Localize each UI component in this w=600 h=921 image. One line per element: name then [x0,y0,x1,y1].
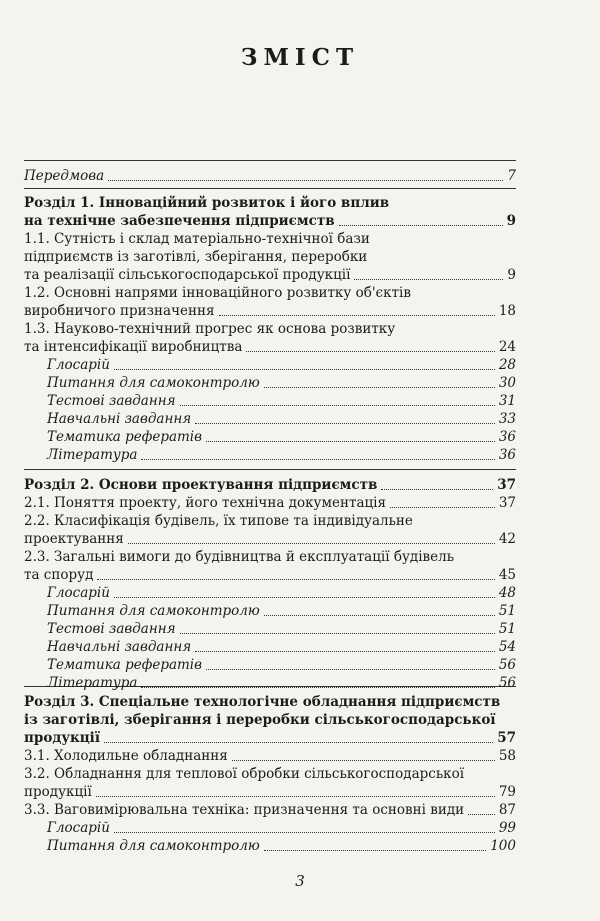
toc-entry[interactable]: Питання для самоконтролю 100 [47,838,516,854]
toc-entry[interactable]: Навчальні завдання 33 [47,411,516,427]
toc-entry[interactable]: Розділ 3. Спеціальне технологічне обладнання підприємств із заготівлі, зберігання і переробки сільськогосподарської продукції 57 [24,694,516,746]
toc-entry[interactable]: Навчальні завдання 54 [47,639,516,655]
toc-entry[interactable]: 1.2. Основні напрями інноваційного розвитку об'єктів виробничого призначення 18 [24,285,516,319]
toc-entry[interactable]: Тестові завдання 51 [47,621,516,637]
toc-entry[interactable]: Тестові завдання 31 [47,393,516,409]
toc-entry[interactable]: Література 36 [47,447,516,463]
toc-entry[interactable]: Розділ 2. Основи проектування підприємств 37 [24,477,516,493]
toc-entry[interactable]: 1.1. Сутність і склад матеріально-технічної бази підприємств із заготівлі, зберігання, переробки та реалізації сільськогосподарської продукції 9 [24,231,516,283]
toc-entry[interactable]: 3.1. Холодильне обладнання 58 [24,748,516,764]
toc-entry[interactable]: Питання для самоконтролю 51 [47,603,516,619]
toc-entry[interactable]: Література 56 [47,675,516,691]
toc-entry[interactable]: Глосарій 99 [47,820,516,836]
toc-entry[interactable]: 2.1. Поняття проекту, його технічна документація 37 [24,495,516,511]
toc-entry[interactable]: Питання для самоконтролю 30 [47,375,516,391]
divider [24,160,516,161]
toc-entry[interactable]: Тематика рефератів 36 [47,429,516,445]
toc-entry[interactable]: 1.3. Науково-технічний прогрес як основа розвитку та інтенсифікації виробництва 24 [24,321,516,355]
toc-entry[interactable]: Передмова 7 [24,168,516,184]
toc-entry[interactable]: 3.2. Обладнання для теплової обробки сільськогосподарської продукції 79 [24,766,516,800]
toc-entry[interactable]: Тематика рефератів 56 [47,657,516,673]
page-title: ЗМІСТ [240,44,360,71]
divider [24,188,516,189]
toc-entry[interactable]: 2.3. Загальні вимоги до будівництва й експлуатації будівель та споруд 45 [24,549,516,583]
toc-entry[interactable]: 2.2. Класифікація будівель, їх типове та індивідуальне проектування 42 [24,513,516,547]
toc-entry[interactable]: Розділ 1. Інноваційний розвиток і його вплив на технічне забезпечення підприємств 9 [24,195,516,229]
toc-entry[interactable]: 3.3. Ваговимірювальна техніка: призначення та основні види 87 [24,802,516,818]
page-number: 3 [295,872,305,890]
toc-entry[interactable]: Глосарій 28 [47,357,516,373]
divider [24,469,516,470]
toc-entry[interactable]: Глосарій 48 [47,585,516,601]
